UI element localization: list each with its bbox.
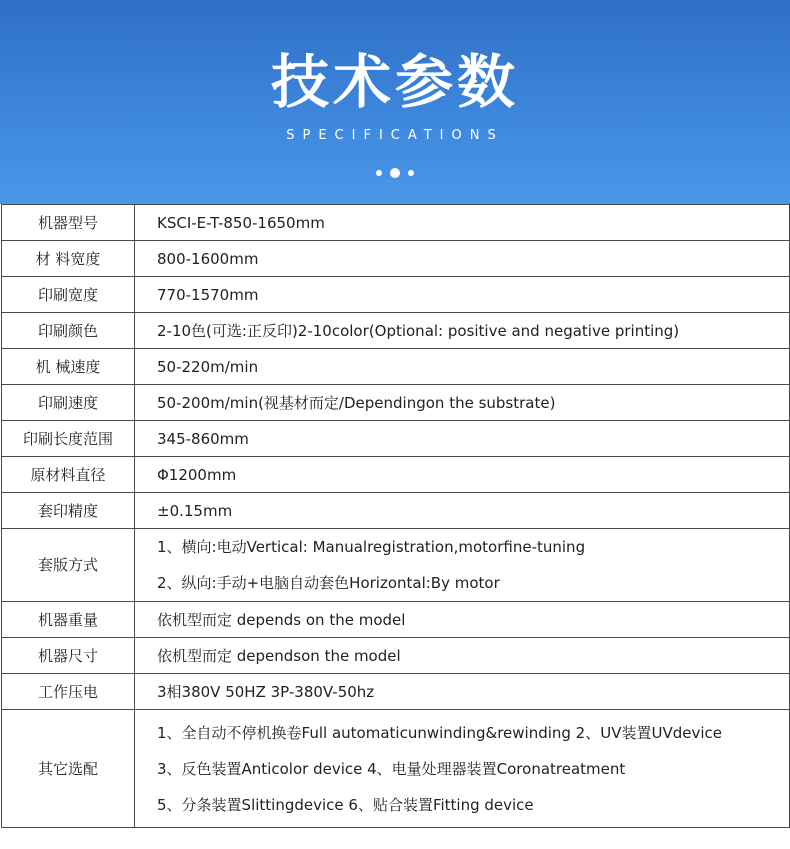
spec-label: 印刷速度 xyxy=(2,385,135,421)
spec-line: 3、反色装置Anticolor device 4、电量处理器装置Coronatreatment xyxy=(157,759,626,778)
spec-value: 50-220m/min xyxy=(135,349,790,385)
spec-label: 机器重量 xyxy=(2,602,135,638)
spec-label: 套版方式 xyxy=(2,529,135,602)
table-row xyxy=(2,457,790,493)
table-row xyxy=(2,602,790,638)
spec-label: 印刷颜色 xyxy=(2,313,135,349)
spec-label: 机 械速度 xyxy=(2,349,135,385)
spec-line: 1、全自动不停机换卷Full automaticunwinding&rewinding 2、UV装置UVdevice xyxy=(157,723,722,742)
table-row xyxy=(2,710,790,828)
spec-label: 套印精度 xyxy=(2,493,135,529)
spec-value xyxy=(135,529,790,602)
spec-label: 其它选配 xyxy=(2,710,135,828)
spec-value: ±0.15mm xyxy=(135,493,790,529)
spec-value: 3相380V 50HZ 3P-380V-50hz xyxy=(135,674,790,710)
spec-value: KSCI-E-T-850-1650mm xyxy=(135,205,790,241)
table-row xyxy=(2,241,790,277)
spec-line: 5、分条装置Slittingdevice 6、贴合装置Fitting device xyxy=(157,795,534,814)
table-row xyxy=(2,638,790,674)
header-banner xyxy=(0,0,790,204)
table-row xyxy=(2,674,790,710)
spec-line: 2、纵向:手动+电脑自动套色Horizontal:By motor xyxy=(157,574,500,592)
spec-value: 50-200m/min(视基材而定/Dependingon the substrate) xyxy=(135,385,790,421)
spec-value: 依机型而定 dependson the model xyxy=(135,638,790,674)
table-row xyxy=(2,421,790,457)
dot-icon xyxy=(376,170,382,176)
dot-icon xyxy=(390,168,400,178)
spec-label: 材 料宽度 xyxy=(2,241,135,277)
decorative-dots xyxy=(0,166,790,180)
specifications-table xyxy=(1,204,790,828)
spec-label: 机器尺寸 xyxy=(2,638,135,674)
table-row xyxy=(2,385,790,421)
page-subtitle: SPECIFICATIONS xyxy=(286,128,504,143)
spec-value: 770-1570mm xyxy=(135,277,790,313)
spec-value: 依机型而定 depends on the model xyxy=(135,602,790,638)
spec-value xyxy=(135,710,790,828)
spec-value: 2-10色(可选:正反印)2-10color(Optional: positive and negative printing) xyxy=(135,313,790,349)
table-row xyxy=(2,529,790,602)
page-title: 技术参数 xyxy=(270,48,519,116)
dot-icon xyxy=(408,170,414,176)
spec-label: 印刷长度范围 xyxy=(2,421,135,457)
table-row xyxy=(2,205,790,241)
spec-value: Φ1200mm xyxy=(135,457,790,493)
spec-label: 印刷宽度 xyxy=(2,277,135,313)
spec-label: 机器型号 xyxy=(2,205,135,241)
spec-value: 345-860mm xyxy=(135,421,790,457)
table-row xyxy=(2,349,790,385)
spec-label: 工作压电 xyxy=(2,674,135,710)
table-row xyxy=(2,277,790,313)
table-row xyxy=(2,493,790,529)
spec-value: 800-1600mm xyxy=(135,241,790,277)
spec-line: 1、横向:电动Vertical: Manualregistration,motorfine-tuning xyxy=(157,538,586,556)
table-row xyxy=(2,313,790,349)
spec-label: 原材料直径 xyxy=(2,457,135,493)
